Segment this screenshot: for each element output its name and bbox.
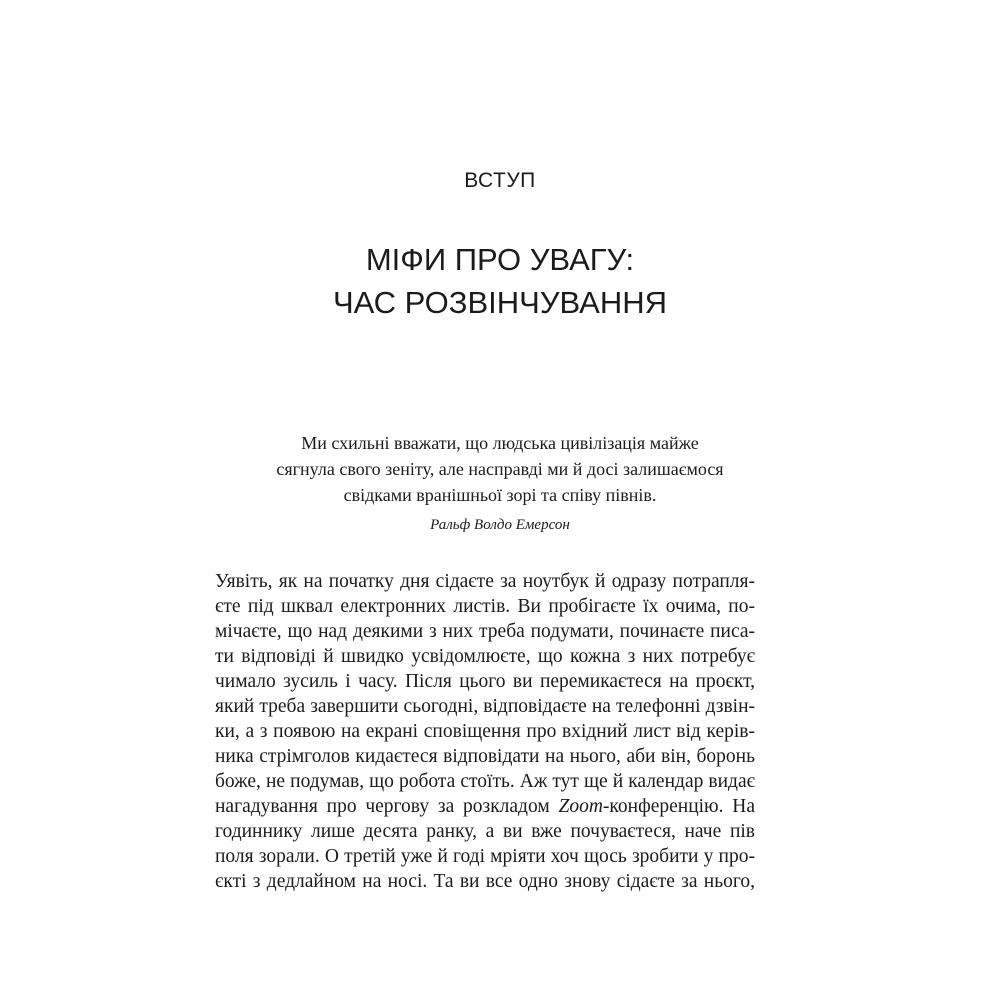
body-line: поля зорали. О третій уже й годі мріяти хоч щось зробити у про- — [215, 846, 755, 867]
body-line-zoom — [215, 794, 755, 819]
epigraph — [200, 430, 800, 535]
epigraph-line: сягнула свого зеніту, але насправді ми й досі залишаємося — [276, 459, 724, 479]
body-line: єте під шквал електронних листів. Ви пробігаєте їх очима, по- — [215, 596, 755, 617]
chapter-title — [0, 238, 1000, 324]
chapter-title-line: МІФИ ПРО УВАГУ: — [365, 242, 635, 277]
chapter-label: ВСТУП — [464, 169, 536, 192]
body-line: боже, не подумав, що робота стоїть. Аж тут ще й календар видає — [215, 771, 755, 792]
epigraph-author: Ральф Волдо Емерсон — [430, 517, 570, 533]
body-line: годиннику лише десята ранку, а ви вже почуваєтеся, наче пів — [215, 821, 755, 842]
body-segment-italic: Zoom — [558, 796, 603, 817]
body-paragraph — [215, 569, 755, 894]
epigraph-line: свідками вранішньої зорі та співу півнів. — [343, 485, 657, 505]
body-segment: -конференцію. На — [602, 796, 756, 817]
body-line: Уявіть, як на початку дня сідаєте за ноутбук й одразу потрапля- — [215, 571, 755, 592]
body-line: чимало зусиль і часу. Після цього ви перемикаєтеся на проєкт, — [215, 671, 755, 692]
body-line: ки, а з появою на екрані сповіщення про вхідний лист від керів- — [215, 721, 755, 742]
body-segment: нагадування про чергову за розкладом — [215, 796, 559, 817]
body-line: ника стрімголов кидаєтеся відповідати на нього, аби він, боронь — [215, 746, 755, 767]
body-line: ти відповіді й швидко усвідомлюєте, що кожна з них потребує — [215, 646, 755, 667]
body-line: єкті з дедлайном на носі. Та ви все одно знову сідаєте за нього, — [215, 871, 755, 892]
body-line: мічаєте, що над деякими з них треба подумати, починаєте писа- — [215, 621, 755, 642]
epigraph-line: Ми схильні вважати, що людська цивілізація майже — [301, 433, 699, 453]
chapter-title-line: ЧАС РОЗВІНЧУВАННЯ — [332, 285, 667, 320]
body-line: який треба завершити сьогодні, відповідаєте на телефонні дзвін- — [215, 696, 755, 717]
